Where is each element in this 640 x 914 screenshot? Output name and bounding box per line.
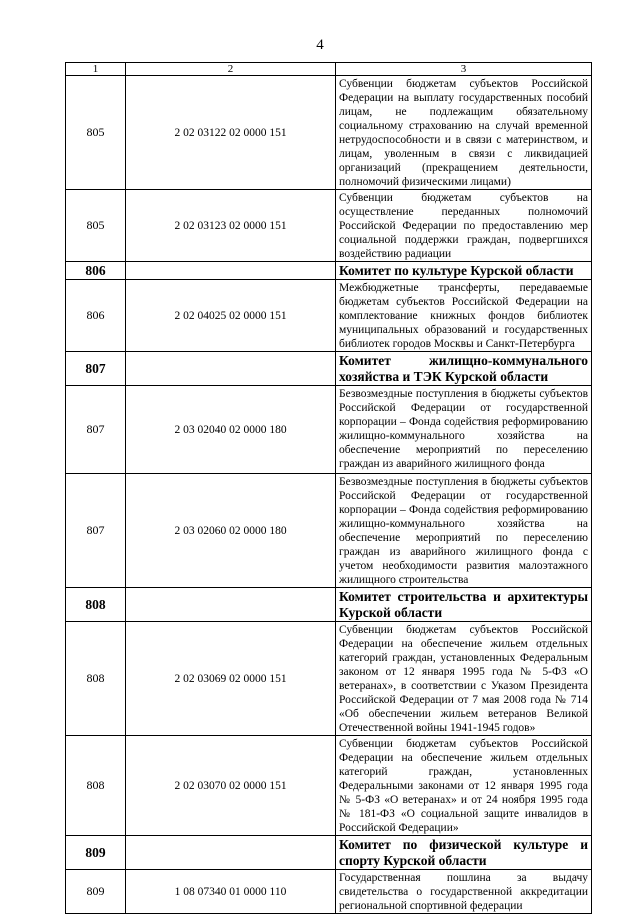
- table-row: [66, 386, 592, 474]
- row-number: 807: [66, 474, 126, 588]
- section-row: [66, 588, 592, 622]
- row-number: 808: [66, 736, 126, 836]
- table-row: [66, 280, 592, 352]
- budget-code: 2 02 03122 02 0000 151: [126, 76, 336, 190]
- section-row: [66, 352, 592, 386]
- row-description: Межбюджетные трансферты, передаваемые бюджетам субъектов Российской Федерации на комплектование книжных фондов библиотек муниципальных образований и государственных библиотек городов Москвы и Санкт-Петербурга: [336, 280, 592, 352]
- table-row: [66, 474, 592, 588]
- row-description: Субвенции бюджетам субъектов Российской Федерации на выплату государственных пособий лицам, не подлежащим обязательному социальному страхованию на случай временной нетрудоспособности и в связи с материнством, и лицам, уволенным в связи с ликвидацией организаций (прекращением деятельности, полномочий физическими лицами): [336, 76, 592, 190]
- header-col-2: 2: [126, 63, 336, 76]
- budget-code: 2 02 04025 02 0000 151: [126, 280, 336, 352]
- row-description: Безвозмездные поступления в бюджеты субъектов Российской Федерации от государственной корпорации – Фонда содействия реформированию жилищно-коммунального хозяйства на обеспечение мероприятий по переселению граждан из аварийного жилищного фонда с учетом необходимости развития малоэтажного жилищного строительства: [336, 474, 592, 588]
- row-description: Комитет по физической культуре и спорту Курской области: [336, 836, 592, 870]
- row-number: 809: [66, 836, 126, 870]
- table-row: [66, 622, 592, 736]
- row-description: Субвенции бюджетам субъектов на осуществление переданных полномочий Российской Федерации по предоставлению мер социальной поддержки граждан, подвергшихся воздействию радиации: [336, 190, 592, 262]
- row-description: Субвенции бюджетам субъектов Российской Федерации на обеспечение жильем отдельных категорий граждан, установленных Федеральным законом от 12 января 1995 года № 5-ФЗ «О ветеранах», в соответствии с Указом Президента Российской Федерации от 7 мая 2008 года № 714 «Об обеспечении жильем ветеранов Великой Отечественной войны 1941-1945 годов»: [336, 622, 592, 736]
- table-row: [66, 190, 592, 262]
- table-row: [66, 870, 592, 914]
- row-number: 808: [66, 622, 126, 736]
- budget-code-table: [65, 62, 592, 914]
- row-description: Комитет строительства и архитектуры Курской области: [336, 588, 592, 622]
- table-header-row: [66, 63, 592, 76]
- page-number: 4: [316, 37, 324, 53]
- section-row: [66, 836, 592, 870]
- budget-code: 1 08 07340 01 0000 110: [126, 870, 336, 914]
- row-description: Субвенции бюджетам субъектов Российской Федерации на обеспечение жильем отдельных категорий граждан, установленных Федеральными законами от 12 января 1995 года № 5-ФЗ «О ветеранах» и от 24 ноября 1995 года № 181-ФЗ «О социальной защите инвалидов в Российской Федерации»: [336, 736, 592, 836]
- row-number: 806: [66, 280, 126, 352]
- header-col-1: 1: [66, 63, 126, 76]
- row-number: 809: [66, 870, 126, 914]
- budget-code: 2 03 02060 02 0000 180: [126, 474, 336, 588]
- row-description: Безвозмездные поступления в бюджеты субъектов Российской Федерации от государственной корпорации – Фонда содействия реформированию жилищно-коммунального хозяйства на обеспечение мероприятий по переселению граждан из аварийного жилищного фонда: [336, 386, 592, 474]
- budget-code: [126, 588, 336, 622]
- budget-code: [126, 352, 336, 386]
- section-row: [66, 262, 592, 280]
- table-row: [66, 736, 592, 836]
- row-description: Государственная пошлина за выдачу свидетельства о государственной аккредитации региональной спортивной федерации: [336, 870, 592, 914]
- budget-code: 2 02 03069 02 0000 151: [126, 622, 336, 736]
- table-row: [66, 76, 592, 190]
- budget-code: 2 03 02040 02 0000 180: [126, 386, 336, 474]
- budget-code: [126, 836, 336, 870]
- row-number: 805: [66, 76, 126, 190]
- row-number: 806: [66, 262, 126, 280]
- budget-code: 2 02 03070 02 0000 151: [126, 736, 336, 836]
- header-col-3: 3: [336, 63, 592, 76]
- row-number: 807: [66, 352, 126, 386]
- budget-code: 2 02 03123 02 0000 151: [126, 190, 336, 262]
- row-number: 808: [66, 588, 126, 622]
- budget-code: [126, 262, 336, 280]
- row-description: Комитет жилищно-коммунального хозяйства и ТЭК Курской области: [336, 352, 592, 386]
- row-number: 805: [66, 190, 126, 262]
- row-description: Комитет по культуре Курской области: [336, 262, 592, 280]
- row-number: 807: [66, 386, 126, 474]
